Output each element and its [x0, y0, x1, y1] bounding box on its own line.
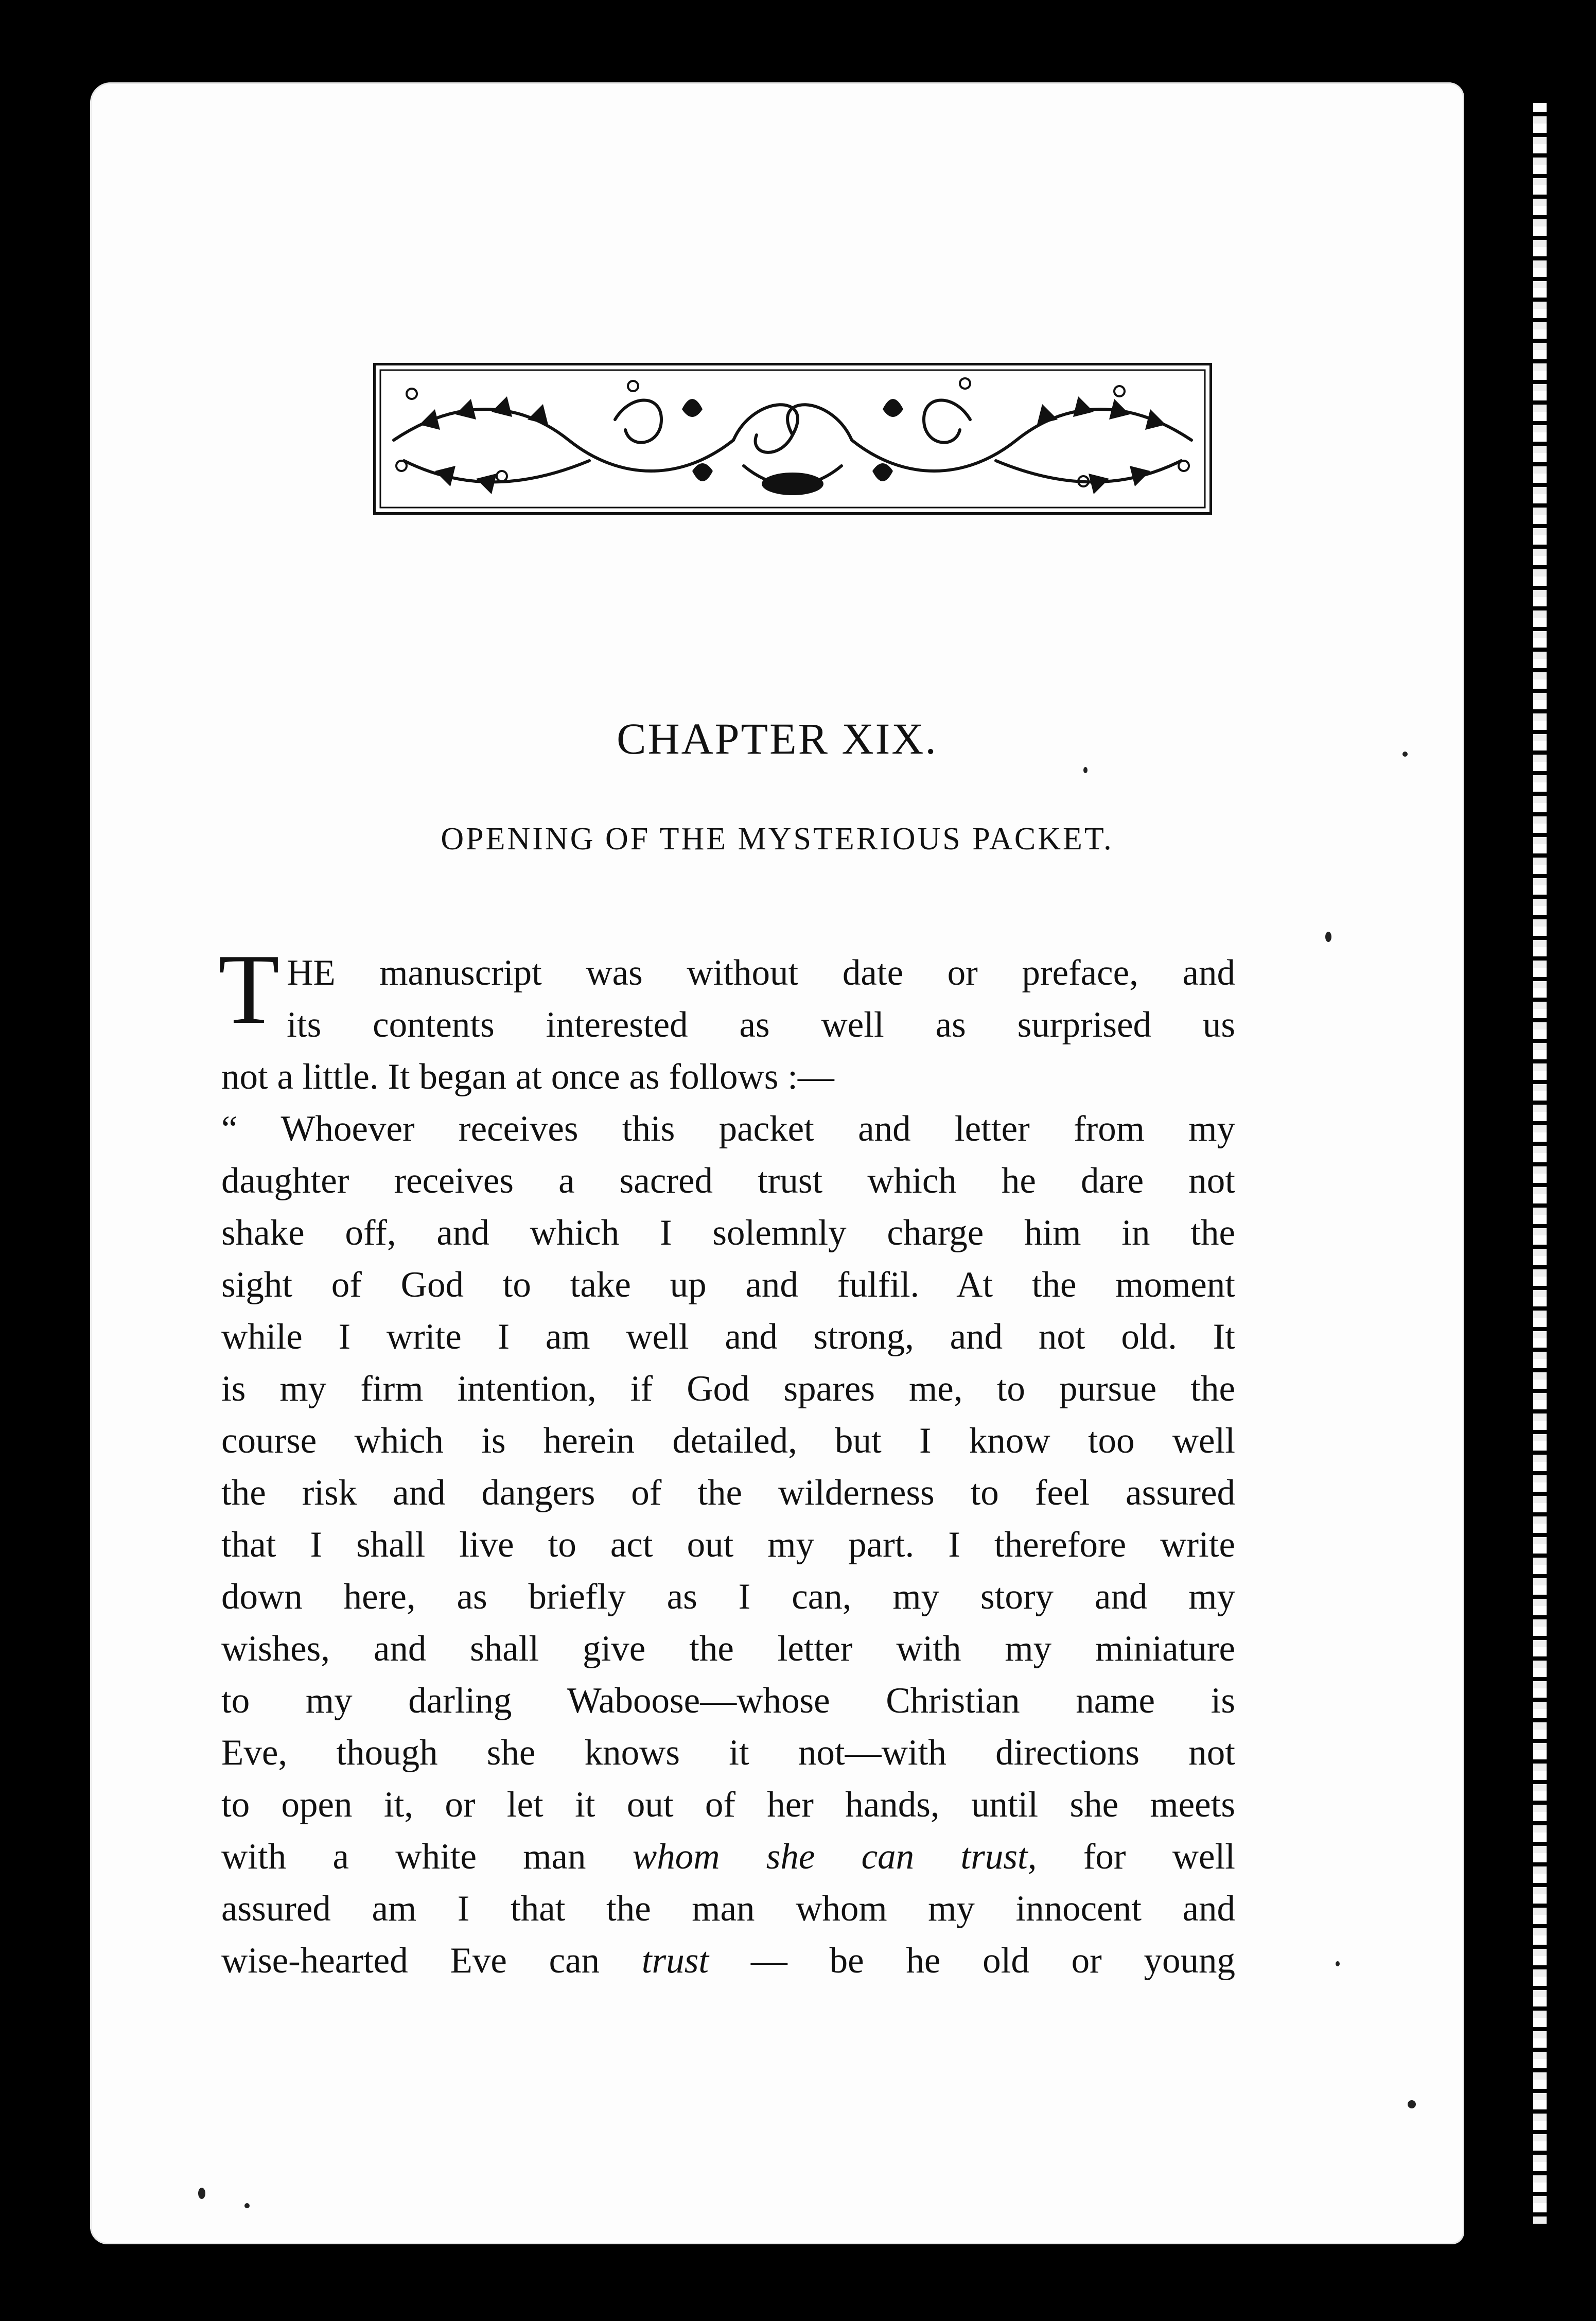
decorative-headpiece	[373, 363, 1212, 515]
text-line: sight of God to take up and fulfil. At the moment	[221, 1265, 1235, 1305]
page-edge	[1533, 103, 1547, 2224]
text-line: to my darling Waboose—whose Christian name is	[221, 1681, 1235, 1721]
text-line: is my firm intention, if God spares me, to pursue the	[221, 1369, 1235, 1409]
italic-phrase: whom she can trust,	[632, 1837, 1037, 1877]
text-line: assured am I that the man whom my innocent and	[221, 1889, 1235, 1929]
text-line: the risk and dangers of the wilderness to feel assured	[221, 1473, 1235, 1513]
chapter-title: CHAPTER XIX.	[617, 714, 938, 763]
book-page	[90, 82, 1464, 2244]
line-part: for well	[1083, 1837, 1236, 1877]
text-line: shake off, and which I solemnly charge him in the	[221, 1213, 1235, 1253]
italic-phrase: trust	[641, 1941, 709, 1981]
text-line: course which is herein detailed, but I know too well	[221, 1421, 1235, 1461]
line-part: with a white man	[221, 1837, 586, 1877]
chapter-subtitle: OPENING OF THE MYSTERIOUS PACKET.	[441, 822, 1114, 857]
text-line: Eve, though she knows it not—with directions not	[221, 1733, 1235, 1773]
text-line: not a little. It began at once as follows :—	[221, 1057, 834, 1097]
drop-cap: T	[218, 934, 280, 1045]
body-text	[218, 934, 1236, 1987]
line-part: wise-hearted Eve can	[221, 1941, 600, 1981]
text-line: that I shall live to act out my part. I therefore write	[221, 1525, 1235, 1565]
text-line: to open it, or let it out of her hands, until she meets	[221, 1785, 1235, 1825]
text-line	[221, 1935, 1235, 1987]
line-part: — be he old or young	[750, 1941, 1236, 1981]
text-line: HE manuscript was without date or preface, and	[287, 953, 1235, 993]
text-line: daughter receives a sacred trust which he dare not	[221, 1161, 1235, 1201]
text-line	[221, 1831, 1235, 1883]
text-line: its contents interested as well as surprised us	[287, 1005, 1235, 1045]
text-line: down here, as briefly as I can, my story and my	[221, 1577, 1235, 1617]
text-line: while I write I am well and strong, and not old. It	[221, 1317, 1235, 1357]
text-line: “ Whoever receives this packet and letter from my	[221, 1109, 1235, 1149]
text-line: wishes, and shall give the letter with my miniature	[221, 1629, 1235, 1669]
